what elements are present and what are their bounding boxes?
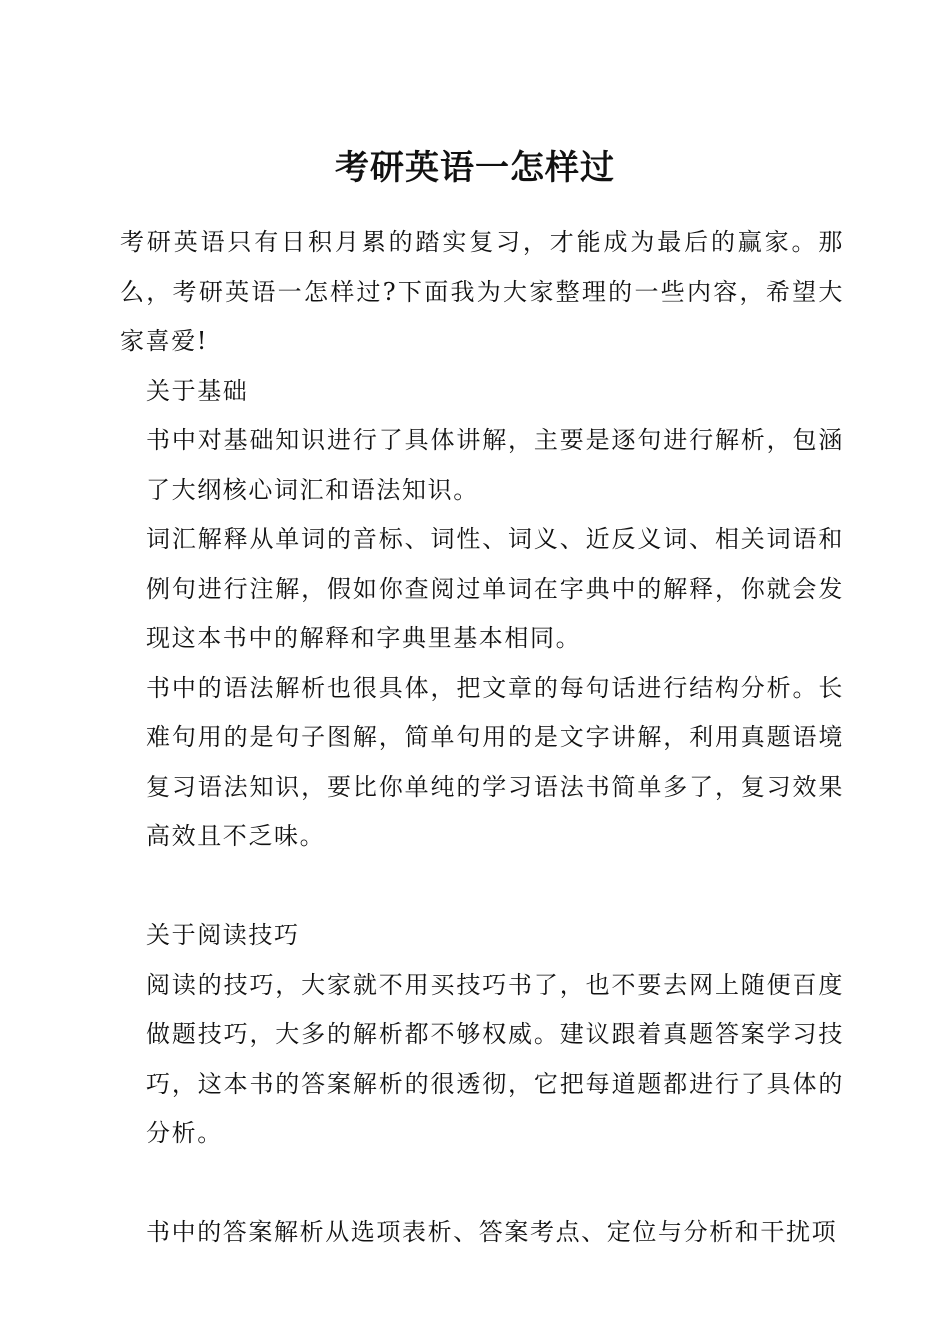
paragraph-spacer: [120, 1159, 844, 1209]
paragraph-reading-skills: 阅读的技巧，大家就不用买技巧书了，也不要去网上随便百度做题技巧，大多的解析都不够权威。建议跟着真题答案学习技巧，这本书的答案解析的很透彻，它把每道题都进行了具体的分析。: [146, 970, 844, 1147]
document-body: [120, 218, 844, 1258]
paragraph-vocabulary: 词汇解释从单词的音标、词性、词义、近反义词、相关词语和例句进行注解，假如你查阅过单词在字典中的解释，你就会发现这本书中的解释和字典里基本相同。: [146, 525, 844, 652]
paragraph-basics-overview: 书中对基础知识进行了具体讲解，主要是逐句进行解析，包涵了大纲核心词汇和语法知识。: [146, 426, 844, 504]
paragraph-answer-analysis: 书中的答案解析从选项表析、答案考点、定位与分析和干扰项: [146, 1218, 838, 1246]
document-title: 考研英语一怎样过: [335, 148, 615, 188]
intro-paragraph: 考研英语只有日积月累的踏实复习，才能成为最后的赢家。那么，考研英语一怎样过?下面我为大家整理的一些内容，希望大家喜爱!: [120, 228, 844, 355]
paragraph-spacer: [120, 862, 844, 912]
section-heading-reading: 关于阅读技巧: [146, 921, 300, 949]
paragraph-grammar: 书中的语法解析也很具体，把文章的每句话进行结构分析。长难句用的是句子图解，简单句用的是文字讲解，利用真题语境复习语法知识，要比你单纯的学习语法书简单多了，复习效果高效且不乏味。: [146, 673, 844, 850]
section-heading-basics: 关于基础: [146, 376, 249, 405]
